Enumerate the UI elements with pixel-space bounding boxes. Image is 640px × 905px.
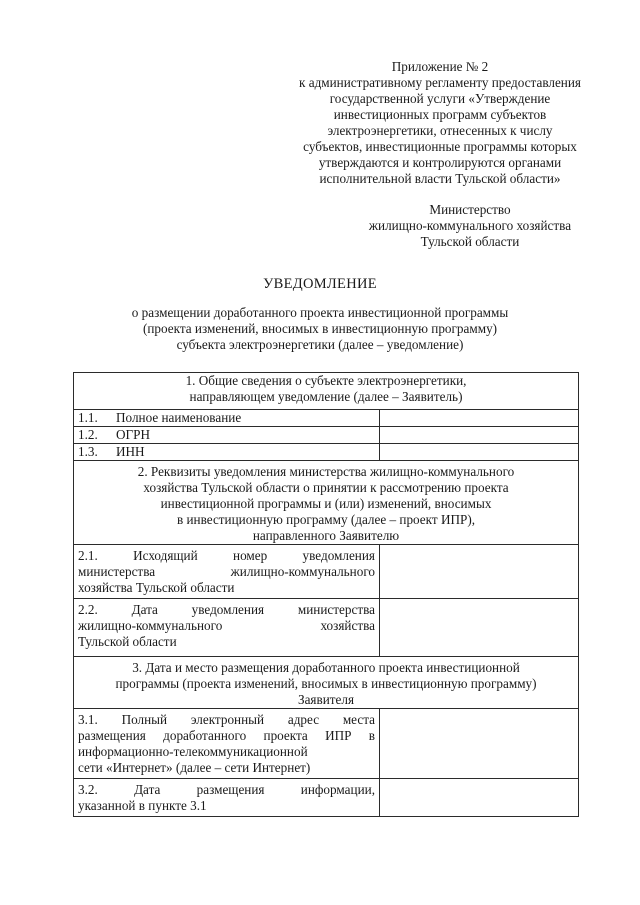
row-value-cell[interactable] bbox=[380, 444, 579, 461]
row-label-text: ИНН bbox=[116, 444, 145, 459]
section-1-header-row bbox=[74, 373, 579, 410]
table-row bbox=[74, 444, 579, 461]
appendix-line: к административному регламенту предоставления bbox=[299, 75, 581, 90]
row-label-line: 2.1. Исходящий номер уведомления bbox=[78, 548, 375, 563]
section-1-line: направляющем уведомление (далее – Заявитель) bbox=[189, 389, 463, 404]
section-2-line: инвестиционной программы и (или) изменений, вносимых bbox=[160, 496, 492, 511]
addressee-line: Министерство bbox=[429, 202, 511, 217]
row-value-cell[interactable] bbox=[380, 545, 579, 599]
table-row bbox=[74, 779, 579, 817]
row-label bbox=[74, 427, 380, 444]
row-label bbox=[74, 444, 380, 461]
section-3-line: Заявителя bbox=[297, 692, 355, 707]
addressee bbox=[340, 202, 600, 250]
appendix-line: исполнительной власти Тульской области» bbox=[319, 171, 561, 186]
row-label-line: 2.2. Дата уведомления министерства bbox=[78, 602, 375, 617]
row-value-cell[interactable] bbox=[380, 599, 579, 657]
row-label-text: ОГРН bbox=[116, 427, 151, 442]
section-2-line: в инвестиционную программу (далее – проект ИПР), bbox=[176, 512, 476, 527]
row-label bbox=[74, 545, 380, 599]
row-label-line: сети «Интернет» (далее – сети Интернет) bbox=[78, 760, 311, 775]
table-row bbox=[74, 709, 579, 779]
row-value-cell[interactable] bbox=[380, 779, 579, 817]
section-3-line: программы (проекта изменений, вносимых в инвестиционную программу) bbox=[115, 676, 537, 691]
notification-form-table bbox=[73, 372, 579, 817]
row-label-line: размещения доработанного проекта ИПР в bbox=[78, 728, 375, 743]
row-value-cell[interactable] bbox=[380, 427, 579, 444]
section-3-line: 3. Дата и место размещения доработанного проекта инвестиционной bbox=[132, 660, 520, 675]
appendix-line: государственной услуги «Утверждение bbox=[329, 91, 551, 106]
row-label bbox=[74, 779, 380, 817]
section-2-line: направленного Заявителю bbox=[252, 528, 400, 543]
subtitle-line: субъекта электроэнергетики (далее – уведомление) bbox=[176, 337, 464, 352]
row-number: 1.1. bbox=[78, 410, 98, 425]
addressee-line: жилищно-коммунального хозяйства bbox=[368, 218, 572, 233]
row-label-line: 3.1. Полный электронный адрес места bbox=[78, 712, 375, 727]
row-label-line: Тульской области bbox=[78, 634, 177, 649]
row-label-line: министерства жилищно-коммунального bbox=[78, 564, 375, 579]
appendix-line: электроэнергетики, отнесенных к числу bbox=[327, 123, 553, 138]
appendix-line: утверждаются и контролируются органами bbox=[318, 155, 562, 170]
row-number: 1.2. bbox=[78, 427, 98, 442]
appendix-header bbox=[270, 59, 610, 187]
row-label-text: Полное наименование bbox=[116, 410, 242, 425]
section-2-header-row bbox=[74, 461, 579, 545]
row-label bbox=[74, 709, 380, 779]
table-row bbox=[74, 427, 579, 444]
row-label-line: указанной в пункте 3.1 bbox=[78, 798, 207, 813]
row-label-line: хозяйства Тульской области bbox=[78, 580, 235, 595]
row-label-line: информационно-телекоммуникационной bbox=[78, 744, 308, 759]
table-row bbox=[74, 410, 579, 427]
section-1-header bbox=[74, 373, 579, 410]
row-label bbox=[74, 599, 380, 657]
section-1-line: 1. Общие сведения о субъекте электроэнергетики, bbox=[185, 373, 467, 388]
subtitle-line: (проекта изменений, вносимых в инвестиционную программу) bbox=[142, 321, 498, 336]
appendix-line: субъектов, инвестиционные программы которых bbox=[303, 139, 577, 154]
section-3-header-row bbox=[74, 657, 579, 709]
subtitle-line: о размещении доработанного проекта инвестиционной программы bbox=[131, 305, 509, 320]
row-value-cell[interactable] bbox=[380, 709, 579, 779]
row-value-cell[interactable] bbox=[380, 410, 579, 427]
table-row bbox=[74, 545, 579, 599]
row-label-line: жилищно-коммунального хозяйства bbox=[78, 618, 375, 633]
row-number: 1.3. bbox=[78, 444, 98, 459]
table-row bbox=[74, 599, 579, 657]
appendix-line: инвестиционных программ субъектов bbox=[333, 107, 547, 122]
appendix-line: Приложение № 2 bbox=[391, 59, 489, 74]
section-3-header bbox=[74, 657, 579, 709]
section-2-header bbox=[74, 461, 579, 545]
row-label-line: 3.2. Дата размещения информации, bbox=[78, 782, 375, 797]
section-2-line: 2. Реквизиты уведомления министерства жилищно-коммунального bbox=[137, 464, 515, 479]
section-2-line: хозяйства Тульской области о принятии к рассмотрению проекта bbox=[143, 480, 509, 495]
addressee-line: Тульской области bbox=[420, 234, 520, 249]
document-subtitle bbox=[80, 305, 560, 353]
document-title: УВЕДОМЛЕНИЕ bbox=[263, 276, 377, 292]
row-label bbox=[74, 410, 380, 427]
